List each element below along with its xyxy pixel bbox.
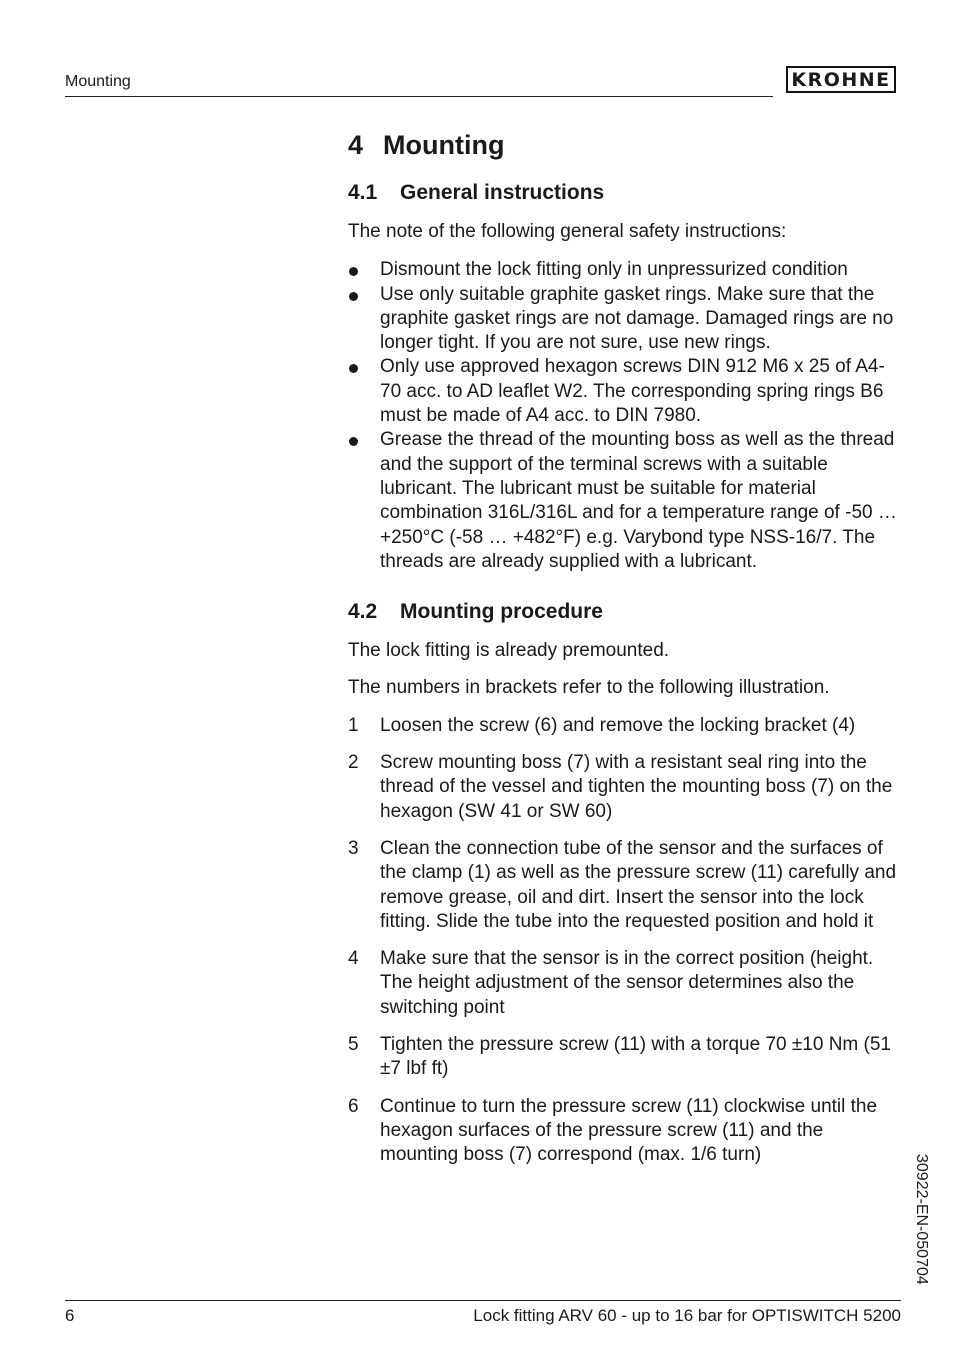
chapter-number: 4	[348, 130, 364, 160]
chapter-title: Mounting	[383, 130, 505, 160]
chapter-heading	[348, 128, 904, 162]
section-number: 4.2	[348, 600, 378, 624]
section-title: General instructions	[400, 181, 605, 204]
bullet-icon	[349, 364, 358, 373]
list-item: Only use approved hexagon screws DIN 912 M6 x 25 of A4-70 acc. to AD leaflet W2. The corresponding spring rings B6 must be made of A4 acc. to DIN 7980.	[348, 355, 904, 428]
list-item: 4 Make sure that the sensor is in the correct position (height. The height adjustment of the sensor determines also the switching point	[348, 948, 874, 1018]
section-number: 4.1	[348, 181, 378, 204]
intro-paragraph: The note of the following general safety instructions:	[348, 221, 787, 242]
list-item: 1 Loosen the screw (6) and remove the locking bracket (4)	[348, 714, 856, 736]
list-item: Dismount the lock fitting only in unpressurized condition	[348, 258, 904, 282]
section-heading-general	[348, 179, 904, 207]
document-code: 30922-EN-050704	[913, 1154, 930, 1285]
list-item: 3 Clean the connection tube of the sensor and the surfaces of the clamp (1) as well as the pressure screw (11) carefully and remove grease, oil and dirt. Insert the sensor into the lock fitting. Slide the tube into the requested position and hold it	[348, 837, 897, 932]
section-title: Mounting procedure	[400, 600, 603, 624]
bullet-icon	[349, 437, 358, 446]
premounted-paragraph: The lock fitting is already premounted.	[348, 640, 670, 662]
krohne-logo: KROHNE	[786, 66, 896, 93]
illustration-note-paragraph: The numbers in brackets refer to the following illustration.	[348, 677, 830, 699]
bullet-icon	[349, 292, 358, 301]
footer-rule	[65, 1300, 901, 1301]
list-item: Grease the thread of the mounting boss as well as the thread and the support of the terminal screws with a suitable lubricant. The lubricant must be suitable for material combination 316L/316L and for a temperature range of -50 … +250°C (-58 … +482°F) e.g. Varybond type NSS-16/7. The threads are already supplied with a lubricant.	[348, 428, 904, 574]
bullet-icon	[349, 267, 358, 276]
list-item: Use only suitable graphite gasket rings. Make sure that the graphite gasket rings are not damage. Damaged rings are no longer tight. If you are not sure, use new rings.	[348, 283, 904, 356]
safety-bullet-list	[348, 258, 904, 574]
running-header-section: Mounting	[65, 73, 131, 90]
list-item: 2 Screw mounting boss (7) with a resistant seal ring into the thread of the vessel and tighten the mounting boss (7) on the hexagon (SW 41 or SW 60)	[348, 752, 893, 822]
list-item: 6 Continue to turn the pressure screw (11) clockwise until the hexagon surfaces of the pressure screw (11) and the mounting boss (7) correspond (max. 1/6 turn)	[348, 1095, 878, 1166]
page-content	[348, 128, 904, 1181]
procedure-steps	[348, 714, 904, 1168]
header-rule	[65, 96, 773, 97]
section-heading-procedure	[348, 598, 904, 626]
page-number: 6	[65, 1306, 75, 1325]
footer-document-title: Lock fitting ARV 60 - up to 16 bar for OPTISWITCH 5200	[473, 1306, 901, 1325]
list-item: 5 Tighten the pressure screw (11) with a torque 70 ±10 Nm (51 ±7 lbf ft)	[348, 1034, 891, 1080]
